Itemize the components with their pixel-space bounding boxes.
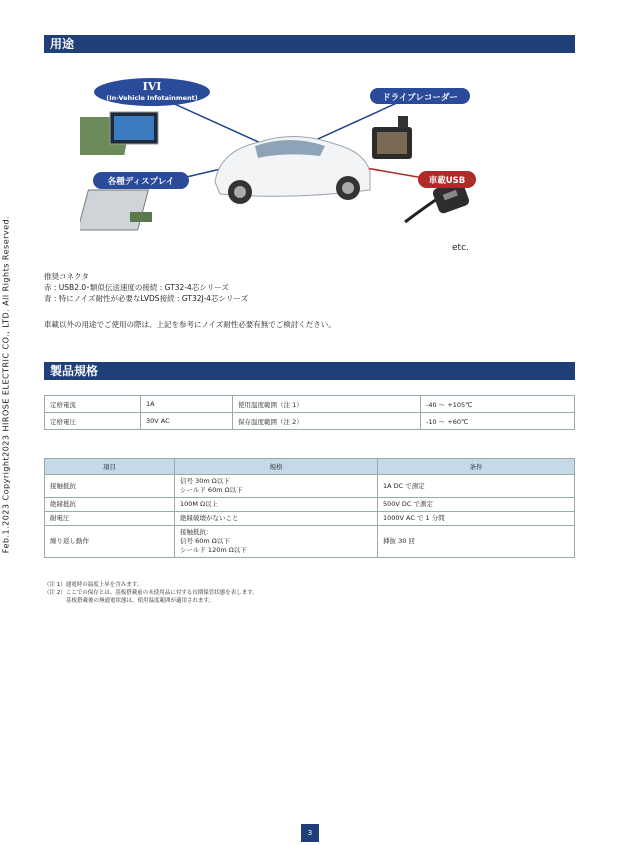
label-displays <box>93 172 189 189</box>
car-image <box>215 136 370 204</box>
rating-cell: 30V AC <box>141 413 233 430</box>
spec-table <box>44 458 575 558</box>
spec-value <box>175 475 378 498</box>
spec-line: 100M Ω以上 <box>180 500 219 508</box>
display-image <box>80 190 152 230</box>
spec-item: 繰り返し動作 <box>45 526 175 558</box>
rating-cell: -10 ～ +60℃ <box>421 413 575 430</box>
spec-condition: 1A DC で測定 <box>378 475 575 498</box>
table-row <box>45 512 575 526</box>
table-row <box>45 498 575 512</box>
header-spec: 規格 <box>175 459 378 475</box>
recommended-red: 赤 : USB2.0･類似伝送速度の接続 : GT32-4芯シリーズ <box>44 283 229 292</box>
spec-line: 信号 30m Ω以下 <box>180 477 230 485</box>
ivi-title: IVI <box>142 80 162 93</box>
table-row <box>45 475 575 498</box>
recommended-connector-heading: 推奨コネクタ <box>44 272 89 281</box>
spec-line: 絶縁破壊がないこと <box>180 514 239 522</box>
displays-label: 各種ディスプレイ <box>107 177 175 187</box>
spec-item: 耐電圧 <box>45 512 175 526</box>
rating-cell: 定格電流 <box>45 396 141 413</box>
rating-cell: -40 ～ +105℃ <box>421 396 575 413</box>
spec-item: 絶縁抵抗 <box>45 498 175 512</box>
label-ivi <box>94 78 210 106</box>
header-item: 項目 <box>45 459 175 475</box>
recommended-blue: 青 : 特にノイズ耐性が必要なLVDS接続 : GT32J-4芯シリーズ <box>44 294 249 303</box>
ivi-subtitle: (In-Vehicle Infotainment) <box>106 94 198 102</box>
spec-line: 接触抵抗： <box>180 528 213 536</box>
dashcam-image <box>372 116 412 159</box>
spec-line: 信号 60m Ω以下 <box>180 537 230 545</box>
spec-line: シールド 60m Ω以下 <box>180 486 243 494</box>
label-drive-recorder <box>370 88 470 104</box>
spec-item: 接触抵抗 <box>45 475 175 498</box>
note-1: （注 1）通電時の温度上昇を含みます。 <box>44 582 143 588</box>
spec-value <box>175 498 378 512</box>
etc-label: etc. <box>452 243 469 253</box>
label-car-usb <box>418 171 476 188</box>
ivi-image <box>80 112 158 155</box>
spec-value <box>175 526 378 558</box>
table-row <box>45 526 575 558</box>
rating-cell: 使用温度範囲（注 1） <box>233 396 421 413</box>
note-2-cont: 基板搭載後の無通電状態は、使用温度範囲が適用されます。 <box>66 598 215 604</box>
car-usb-label: 車載USB <box>428 176 466 186</box>
spec-condition: 1000V AC で 1 分間 <box>378 512 575 526</box>
rating-cell: 保存温度範囲（注 2） <box>233 413 421 430</box>
spec-line: シールド 120m Ω以下 <box>180 546 247 554</box>
rating-cell: 1A <box>141 396 233 413</box>
rating-cell: 定格電圧 <box>45 413 141 430</box>
usage-diagram <box>80 72 500 257</box>
table-header-row <box>45 459 575 475</box>
spec-value <box>175 512 378 526</box>
section-title-usage: 用途 <box>44 35 575 53</box>
side-copyright: Feb.1.2023 Copyright2023 HIROSE ELECTRIC CO., LTD. All Rights Reserved. <box>1 215 11 554</box>
header-condition: 条件 <box>378 459 575 475</box>
page-number: 3 <box>301 824 319 842</box>
note-2: （注 2）ここでの保存とは、基板搭載前の未使用品に対する長期保管状態を表します。 <box>44 590 258 596</box>
drive-recorder-label: ドライブレコーダー <box>382 93 458 103</box>
notes <box>44 581 258 605</box>
section-title-spec: 製品規格 <box>44 362 575 380</box>
other-use-note: 車載以外の用途でご使用の際は、上記を参考にノイズ耐性必要有無でご検討ください。 <box>44 320 336 329</box>
spec-condition: 挿抜 30 回 <box>378 526 575 558</box>
rating-table <box>44 395 575 430</box>
table-row <box>45 413 575 430</box>
table-row <box>45 396 575 413</box>
spec-condition: 500V DC で測定 <box>378 498 575 512</box>
